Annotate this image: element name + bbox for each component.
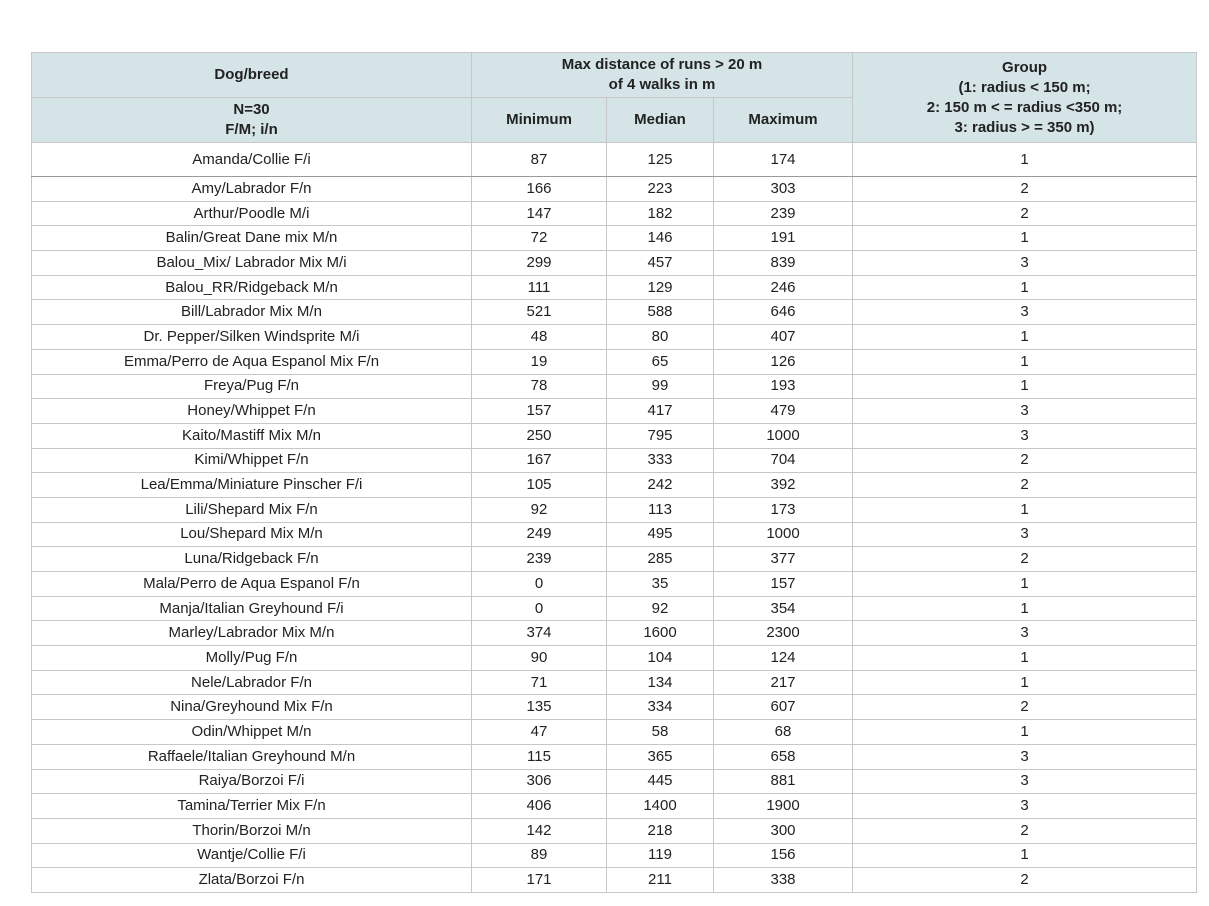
cell-dog-breed: Balou_Mix/ Labrador Mix M/i [32,251,472,276]
cell-maximum: 303 [714,177,853,202]
cell-maximum: 156 [714,843,853,868]
cell-median: 365 [607,744,714,769]
cell-maximum: 157 [714,572,853,597]
cell-minimum: 111 [472,275,607,300]
table-row [32,695,1197,720]
cell-maximum: 239 [714,201,853,226]
cell-median: 417 [607,399,714,424]
cell-minimum: 249 [472,522,607,547]
cell-dog-breed: Nina/Greyhound Mix F/n [32,695,472,720]
table-row [32,596,1197,621]
cell-minimum: 521 [472,300,607,325]
cell-minimum: 71 [472,670,607,695]
cell-group: 1 [853,275,1197,300]
cell-group: 2 [853,448,1197,473]
cell-maximum: 68 [714,720,853,745]
table-row [32,868,1197,893]
header-maximum: Maximum [714,98,853,143]
cell-median: 125 [607,143,714,177]
table-header [32,53,1197,143]
cell-maximum: 377 [714,547,853,572]
cell-group: 1 [853,572,1197,597]
cell-group: 1 [853,720,1197,745]
cell-dog-breed: Dr. Pepper/Silken Windsprite M/i [32,325,472,350]
cell-maximum: 338 [714,868,853,893]
cell-minimum: 0 [472,596,607,621]
cell-median: 104 [607,646,714,671]
header-median: Median [607,98,714,143]
cell-maximum: 704 [714,448,853,473]
cell-minimum: 306 [472,769,607,794]
cell-group: 3 [853,744,1197,769]
cell-median: 211 [607,868,714,893]
cell-dog-breed: Balou_RR/Ridgeback M/n [32,275,472,300]
table-row [32,473,1197,498]
cell-maximum: 607 [714,695,853,720]
cell-dog-breed: Amanda/Collie F/i [32,143,472,177]
table-body [32,143,1197,893]
cell-dog-breed: Honey/Whippet F/n [32,399,472,424]
cell-group: 2 [853,201,1197,226]
cell-maximum: 407 [714,325,853,350]
cell-group: 1 [853,143,1197,177]
cell-maximum: 174 [714,143,853,177]
table-row [32,522,1197,547]
cell-minimum: 166 [472,177,607,202]
table-row [32,646,1197,671]
cell-minimum: 47 [472,720,607,745]
cell-minimum: 48 [472,325,607,350]
cell-median: 1600 [607,621,714,646]
cell-minimum: 406 [472,794,607,819]
cell-median: 242 [607,473,714,498]
cell-minimum: 19 [472,349,607,374]
cell-median: 99 [607,374,714,399]
table-row [32,251,1197,276]
cell-dog-breed: Thorin/Borzoi M/n [32,818,472,843]
cell-group: 2 [853,695,1197,720]
cell-minimum: 147 [472,201,607,226]
cell-maximum: 1000 [714,522,853,547]
table-row [32,448,1197,473]
cell-minimum: 171 [472,868,607,893]
cell-dog-breed: Manja/Italian Greyhound F/i [32,596,472,621]
cell-group: 1 [853,596,1197,621]
cell-minimum: 92 [472,497,607,522]
table-row [32,349,1197,374]
cell-median: 1400 [607,794,714,819]
header-group: Group (1: radius < 150 m; 2: 150 m < = radius <350 m; 3: radius > = 350 m) [853,53,1197,143]
cell-median: 223 [607,177,714,202]
header-minimum: Minimum [472,98,607,143]
cell-dog-breed: Nele/Labrador F/n [32,670,472,695]
cell-dog-breed: Lili/Shepard Mix F/n [32,497,472,522]
cell-maximum: 392 [714,473,853,498]
cell-dog-breed: Marley/Labrador Mix M/n [32,621,472,646]
cell-dog-breed: Freya/Pug F/n [32,374,472,399]
table-row [32,226,1197,251]
cell-maximum: 173 [714,497,853,522]
header-n-info: N=30 F/M; i/n [32,98,472,143]
cell-minimum: 157 [472,399,607,424]
cell-maximum: 300 [714,818,853,843]
cell-group: 3 [853,423,1197,448]
table-row [32,621,1197,646]
cell-group: 1 [853,497,1197,522]
cell-group: 2 [853,547,1197,572]
cell-dog-breed: Wantje/Collie F/i [32,843,472,868]
table-row [32,572,1197,597]
header-dog-breed: Dog/breed [32,53,472,98]
table-row [32,769,1197,794]
table-row [32,670,1197,695]
cell-median: 92 [607,596,714,621]
cell-minimum: 374 [472,621,607,646]
cell-group: 1 [853,349,1197,374]
cell-maximum: 354 [714,596,853,621]
cell-dog-breed: Zlata/Borzoi F/n [32,868,472,893]
table-row [32,275,1197,300]
cell-group: 2 [853,868,1197,893]
cell-dog-breed: Raiya/Borzoi F/i [32,769,472,794]
cell-group: 3 [853,522,1197,547]
cell-median: 333 [607,448,714,473]
cell-group: 1 [853,646,1197,671]
table-row [32,794,1197,819]
cell-dog-breed: Odin/Whippet M/n [32,720,472,745]
cell-minimum: 299 [472,251,607,276]
cell-maximum: 1000 [714,423,853,448]
table-row [32,720,1197,745]
cell-dog-breed: Lou/Shepard Mix M/n [32,522,472,547]
cell-maximum: 839 [714,251,853,276]
cell-group: 1 [853,843,1197,868]
cell-maximum: 126 [714,349,853,374]
cell-group: 1 [853,226,1197,251]
cell-group: 2 [853,818,1197,843]
cell-maximum: 479 [714,399,853,424]
cell-minimum: 90 [472,646,607,671]
cell-minimum: 72 [472,226,607,251]
cell-median: 495 [607,522,714,547]
cell-group: 3 [853,621,1197,646]
cell-dog-breed: Kaito/Mastiff Mix M/n [32,423,472,448]
cell-maximum: 191 [714,226,853,251]
cell-minimum: 115 [472,744,607,769]
cell-median: 129 [607,275,714,300]
cell-dog-breed: Tamina/Terrier Mix F/n [32,794,472,819]
cell-group: 3 [853,794,1197,819]
cell-group: 2 [853,177,1197,202]
cell-minimum: 89 [472,843,607,868]
cell-minimum: 105 [472,473,607,498]
cell-dog-breed: Balin/Great Dane mix M/n [32,226,472,251]
cell-dog-breed: Bill/Labrador Mix M/n [32,300,472,325]
cell-maximum: 124 [714,646,853,671]
table-row [32,325,1197,350]
table-row [32,374,1197,399]
cell-minimum: 0 [472,572,607,597]
cell-median: 35 [607,572,714,597]
cell-median: 65 [607,349,714,374]
cell-maximum: 217 [714,670,853,695]
cell-maximum: 2300 [714,621,853,646]
cell-maximum: 658 [714,744,853,769]
cell-group: 3 [853,399,1197,424]
table-row [32,843,1197,868]
table-row [32,399,1197,424]
cell-dog-breed: Kimi/Whippet F/n [32,448,472,473]
table-row [32,177,1197,202]
cell-median: 134 [607,670,714,695]
cell-group: 2 [853,473,1197,498]
table-row [32,497,1197,522]
table-row [32,818,1197,843]
cell-group: 3 [853,251,1197,276]
cell-group: 1 [853,374,1197,399]
cell-maximum: 1900 [714,794,853,819]
cell-maximum: 193 [714,374,853,399]
cell-median: 80 [607,325,714,350]
cell-minimum: 78 [472,374,607,399]
cell-maximum: 881 [714,769,853,794]
cell-dog-breed: Raffaele/Italian Greyhound M/n [32,744,472,769]
cell-maximum: 246 [714,275,853,300]
cell-median: 334 [607,695,714,720]
cell-median: 285 [607,547,714,572]
cell-group: 3 [853,300,1197,325]
cell-maximum: 646 [714,300,853,325]
table-row [32,143,1197,177]
table-row [32,201,1197,226]
cell-minimum: 135 [472,695,607,720]
cell-dog-breed: Luna/Ridgeback F/n [32,547,472,572]
cell-median: 795 [607,423,714,448]
cell-median: 58 [607,720,714,745]
header-max-distance: Max distance of runs > 20 m of 4 walks in m [472,53,853,98]
cell-dog-breed: Molly/Pug F/n [32,646,472,671]
cell-minimum: 250 [472,423,607,448]
cell-minimum: 239 [472,547,607,572]
dog-runs-table [31,52,1197,893]
cell-dog-breed: Lea/Emma/Miniature Pinscher F/i [32,473,472,498]
table-row [32,744,1197,769]
cell-group: 1 [853,670,1197,695]
table-row [32,547,1197,572]
cell-median: 218 [607,818,714,843]
cell-group: 3 [853,769,1197,794]
cell-dog-breed: Mala/Perro de Aqua Espanol F/n [32,572,472,597]
cell-median: 457 [607,251,714,276]
cell-median: 445 [607,769,714,794]
cell-median: 146 [607,226,714,251]
cell-dog-breed: Arthur/Poodle M/i [32,201,472,226]
cell-dog-breed: Emma/Perro de Aqua Espanol Mix F/n [32,349,472,374]
cell-median: 182 [607,201,714,226]
cell-minimum: 142 [472,818,607,843]
table-row [32,300,1197,325]
cell-minimum: 87 [472,143,607,177]
table-row [32,423,1197,448]
cell-dog-breed: Amy/Labrador F/n [32,177,472,202]
cell-minimum: 167 [472,448,607,473]
cell-group: 1 [853,325,1197,350]
cell-median: 113 [607,497,714,522]
cell-median: 119 [607,843,714,868]
cell-median: 588 [607,300,714,325]
